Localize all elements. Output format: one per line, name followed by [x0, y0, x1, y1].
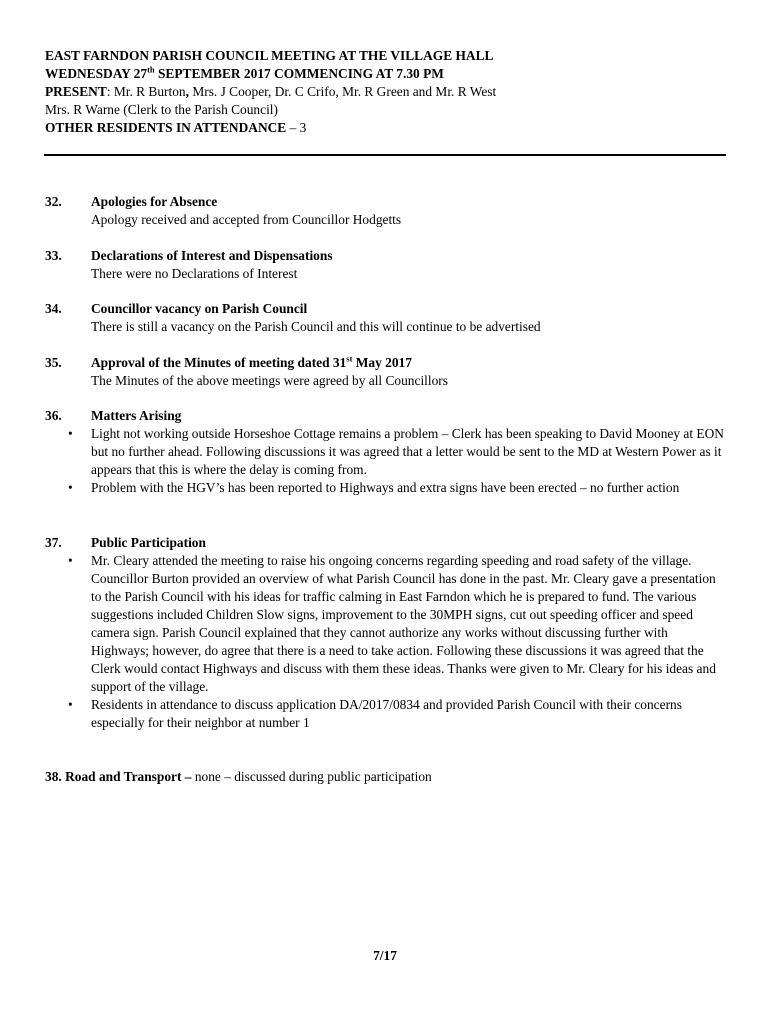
bullet-list [45, 552, 735, 732]
item-text: The Minutes of the above meetings were agreed by all Councillors [91, 373, 448, 388]
bullet-icon: • [68, 426, 73, 441]
bullet-icon: • [68, 553, 73, 568]
item-text: There is still a vacancy on the Parish Council and this will continue to be advertised [91, 319, 541, 334]
item-number: 32. [45, 194, 62, 209]
bullet-item: • Mr. Cleary attended the meeting to raise his ongoing concerns regarding speeding and road safety of the village. Councillor Burton provided an overview of what Parish Council has done in the past. Mr. Cleary gave a presentation to the Parish Council with his ideas for traffic calming in East Farndon which he is prepared to fund. The various suggestions included Children Slow signs, improvement to the 30MPH signs, cut out speeding officer and speed camera sign. Parish Council explained that they cannot authorize any works without discussing further with Highways; however, do agree that there is a need to take action. Following these discussions it was agreed that the Clerk would contact Highways and discuss with them these ideas. Thanks were given to Mr. Cleary for his ideas and support of the village. [68, 553, 716, 694]
residents-line: OTHER RESIDENTS IN ATTENDANCE – 3 [45, 120, 307, 135]
page-number: 7/17 [373, 948, 397, 963]
item-number: 35. [45, 355, 62, 370]
present-line: PRESENT: Mr. R Burton, Mrs. J Cooper, Dr. C Crifo, Mr. R Green and Mr. R West [45, 84, 497, 99]
meeting-header [45, 47, 735, 137]
item-title: Apologies for Absence [91, 194, 218, 209]
item-number: 34. [45, 301, 62, 316]
item-title: Councillor vacancy on Parish Council [91, 301, 308, 316]
item-text: There were no Declarations of Interest [91, 266, 298, 281]
item-number: 33. [45, 248, 62, 263]
item-number: 37. [45, 535, 62, 550]
bullet-list [45, 425, 735, 497]
clerk-line: Mrs. R Warne (Clerk to the Parish Council) [45, 102, 278, 117]
item-title: Public Participation [91, 535, 206, 550]
bullet-icon: • [68, 697, 73, 712]
item-title: Declarations of Interest and Dispensations [91, 248, 333, 263]
meeting-date: WEDNESDAY 27th SEPTEMBER 2017 COMMENCING AT 7.30 PM [45, 64, 444, 81]
item-text: Apology received and accepted from Councillor Hodgetts [91, 212, 402, 227]
bullet-item: • Problem with the HGV’s has been reported to Highways and extra signs have been erected – no further action [68, 480, 680, 495]
bullet-icon: • [68, 480, 73, 495]
bullet-item: • Light not working outside Horseshoe Cottage remains a problem – Clerk has been speaking to David Mooney at EON but no further ahead. Following discussions it was agreed that a letter would be sent to the MD at Western Power as it appears that this is where the delay is coming from. [68, 426, 724, 477]
item-number: 36. [45, 408, 62, 423]
header-divider [44, 154, 726, 156]
item-title: Approval of the Minutes of meeting dated 31st May 2017 [91, 353, 412, 370]
bullet-item: • Residents in attendance to discuss application DA/2017/0834 and provided Parish Council with their concerns especially for their neighbor at number 1 [68, 697, 682, 730]
meeting-title: EAST FARNDON PARISH COUNCIL MEETING AT THE VILLAGE HALL [45, 48, 494, 63]
agenda-item-38: 38. Road and Transport – none – discussed during public participation [45, 769, 432, 784]
item-title: Matters Arising [91, 408, 182, 423]
